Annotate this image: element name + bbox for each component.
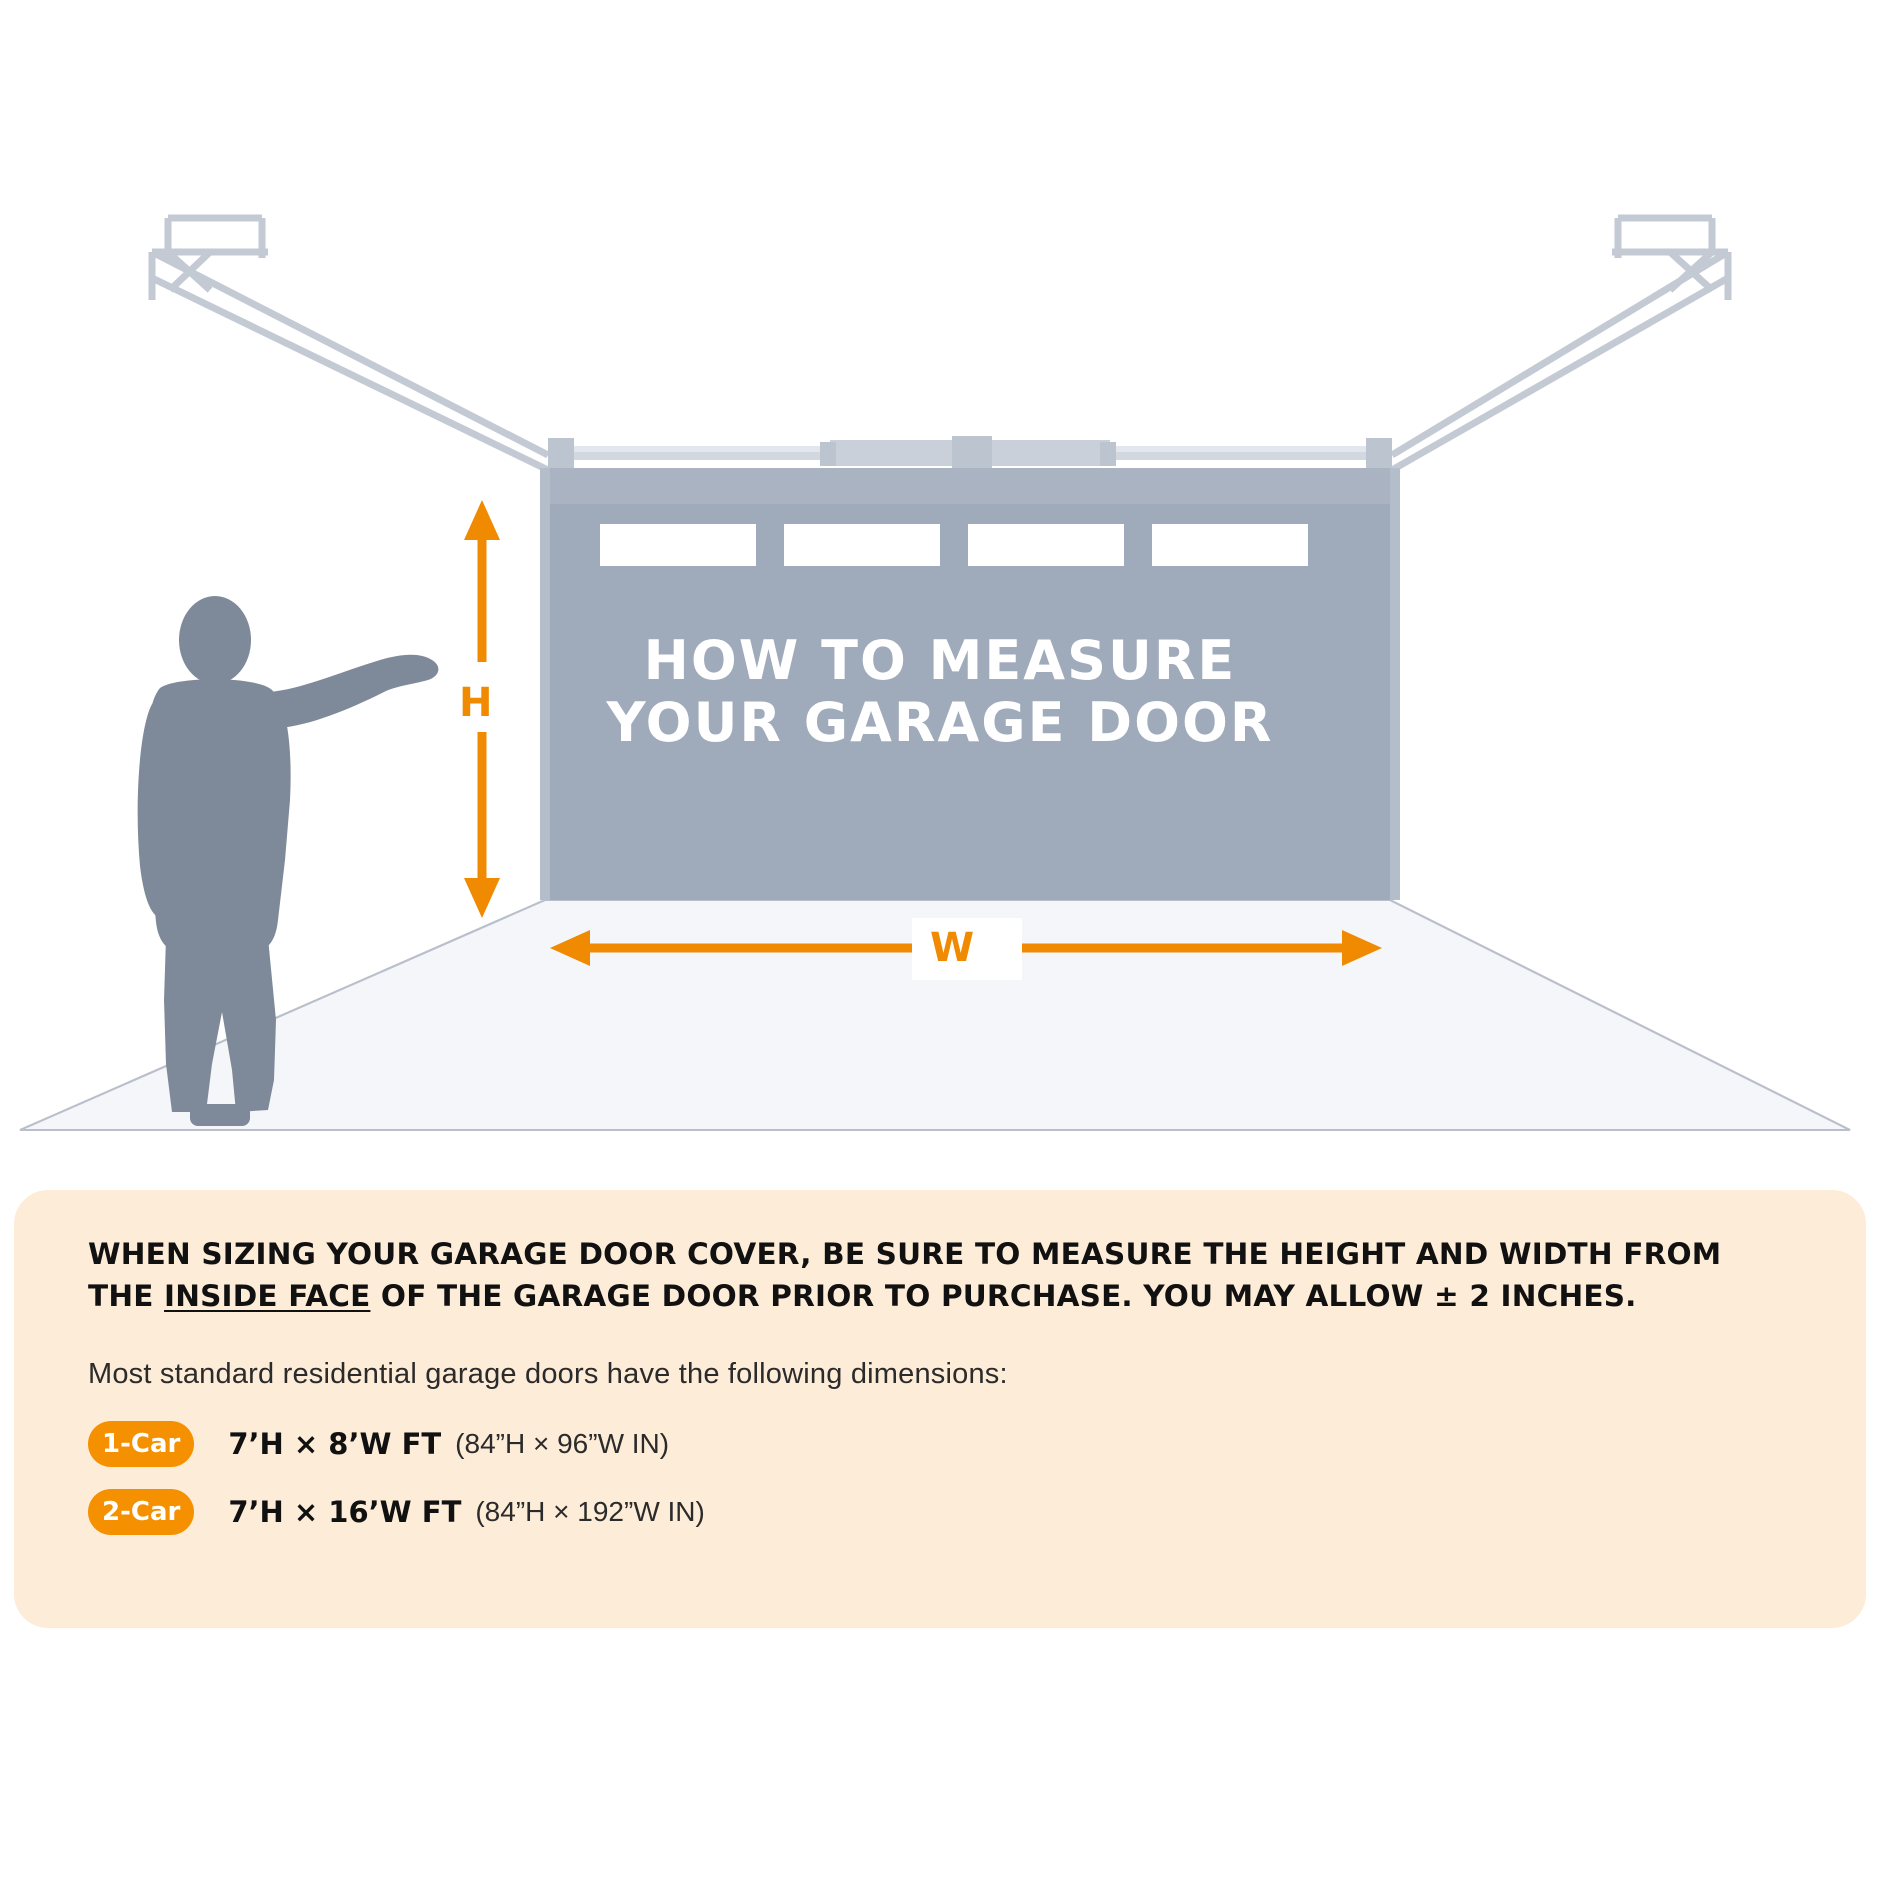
notice-text-part-2: OF THE GARAGE DOOR PRIOR TO PURCHASE. YOU MAY ALLOW ± 2 INCHES. bbox=[370, 1278, 1637, 1313]
badge-two-car: 2-Car bbox=[88, 1489, 194, 1535]
standard-sizes-note: Most standard residential garage doors have the following dimensions: bbox=[88, 1357, 1008, 1390]
garage-door-panel bbox=[540, 468, 1400, 900]
badge-one-car: 1-Car bbox=[88, 1421, 194, 1467]
notice-text-part-1: WHEN SIZING YOUR GARAGE DOOR COVER, BE SURE TO MEASURE THE HEIGHT AND WIDTH FROM THE bbox=[88, 1237, 1722, 1313]
page-title-line-2: YOUR GARAGE DOOR bbox=[606, 690, 1274, 754]
info-panel bbox=[14, 1190, 1866, 1628]
torsion-shaft bbox=[548, 436, 1392, 470]
two-car-dimension-inches: (84”H × 192”W IN) bbox=[475, 1495, 705, 1527]
list-item bbox=[88, 1421, 1792, 1467]
notice-underlined-text: INSIDE FACE bbox=[164, 1278, 371, 1313]
one-car-dimension-feet: 7’H × 8’W FT bbox=[228, 1426, 442, 1461]
one-car-dimension-inches: (84”H × 96”W IN) bbox=[455, 1427, 670, 1459]
height-label: H bbox=[459, 680, 493, 726]
width-label: W bbox=[930, 925, 975, 971]
ceiling-track-right bbox=[1392, 218, 1728, 470]
page-title-line-1: HOW TO MEASURE bbox=[643, 629, 1237, 692]
two-car-dimension-feet: 7’H × 16’W FT bbox=[228, 1494, 462, 1529]
ceiling-track-left bbox=[152, 218, 548, 470]
measurement-notice bbox=[88, 1234, 1792, 1318]
list-item bbox=[88, 1489, 1792, 1535]
standard-dimensions-list bbox=[88, 1421, 1792, 1535]
